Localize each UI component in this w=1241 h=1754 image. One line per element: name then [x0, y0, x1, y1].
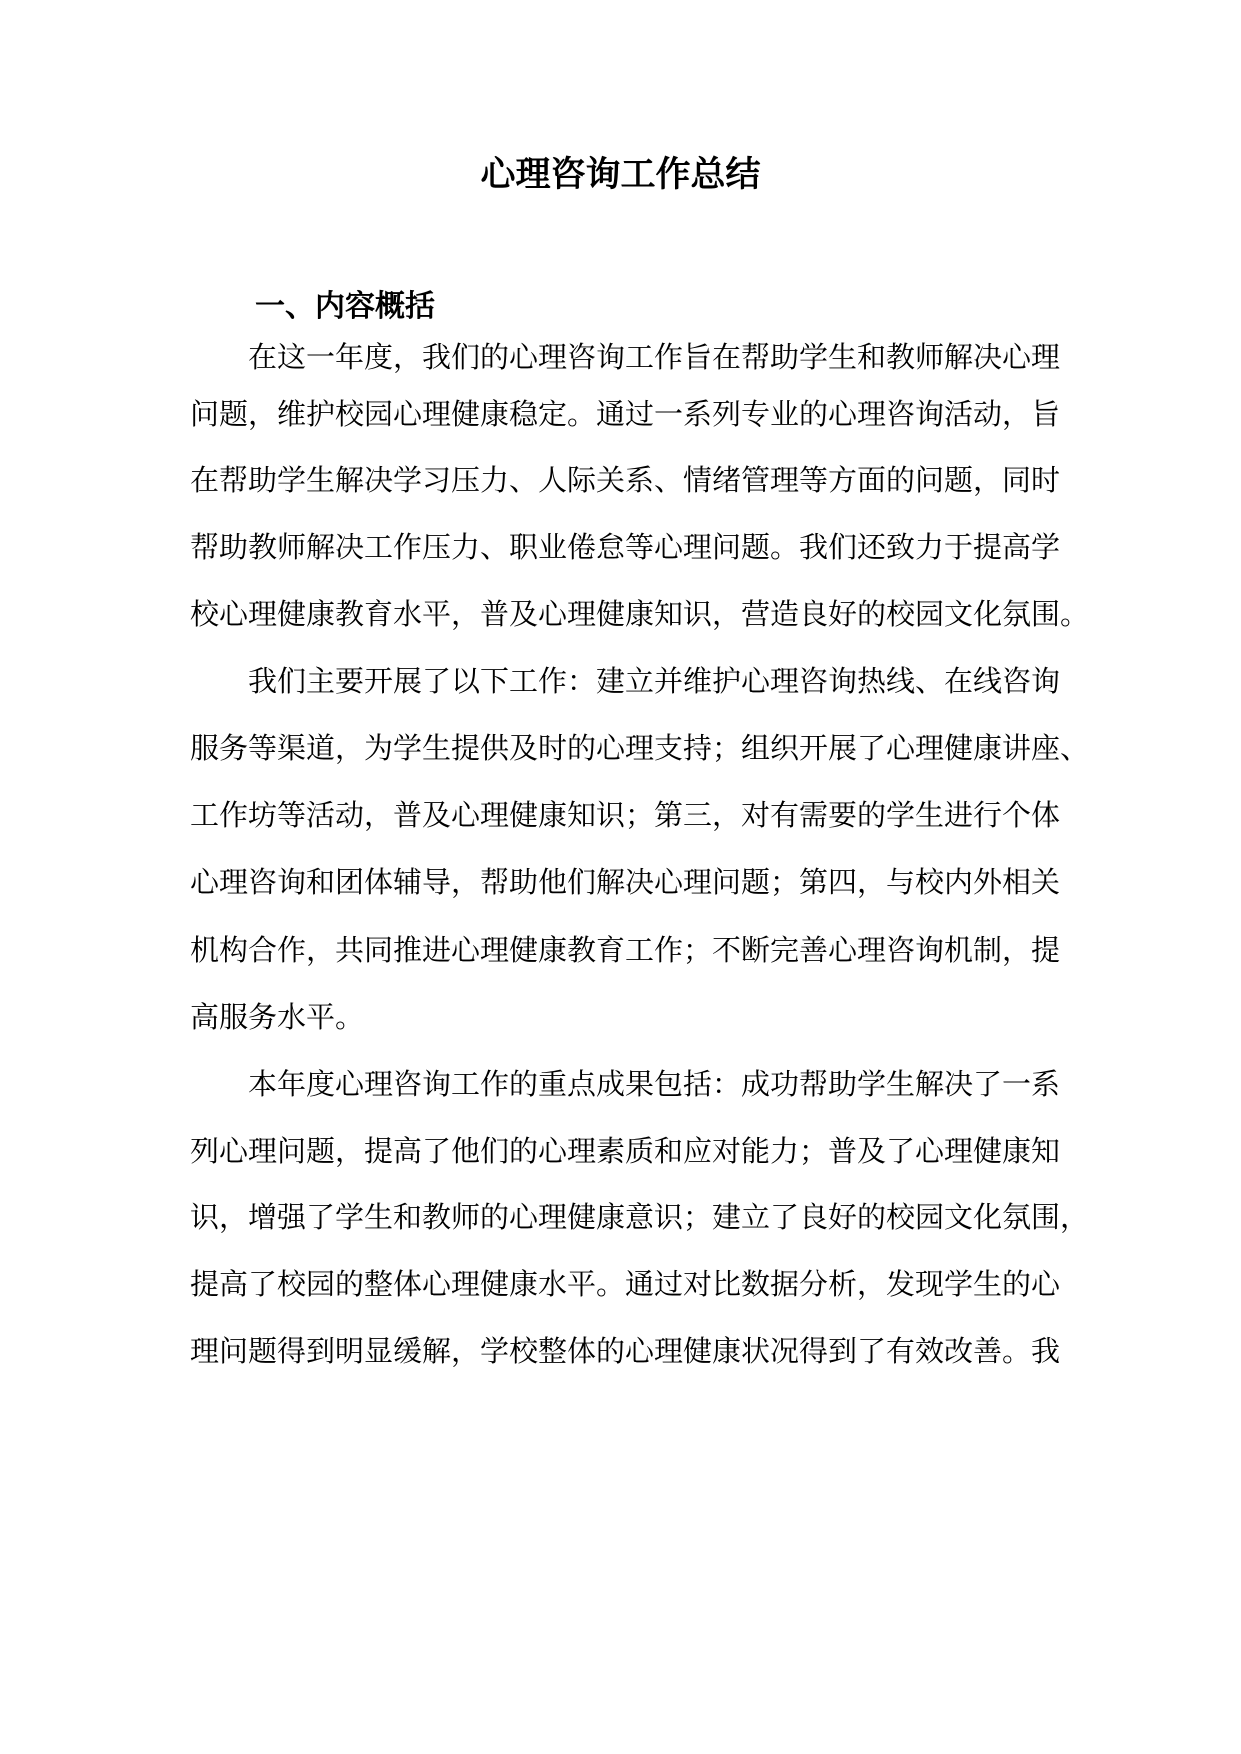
paragraph-3-line-5: 理问题得到明显缓解，学校整体的心理健康状况得到了有效改善。我 [190, 1334, 1061, 1368]
paragraph-3-line-2: 列心理问题，提高了他们的心理素质和应对能力；普及了心理健康知 [190, 1134, 1061, 1168]
page-title: 心理咨询工作总结 [480, 155, 761, 195]
paragraph-1-line-4: 帮助教师解决工作压力、职业倦怠等心理问题。我们还致力于提高学 [190, 530, 1061, 564]
paragraph-1-line-2: 问题，维护校园心理健康稳定。通过一系列专业的心理咨询活动，旨 [190, 397, 1061, 431]
paragraph-2-line-1: 我们主要开展了以下工作：建立并维护心理咨询热线、在线咨询 [248, 664, 1061, 698]
paragraph-2-line-2: 服务等渠道，为学生提供及时的心理支持；组织开展了心理健康讲座、 [190, 731, 1090, 765]
section-heading: 一、内容概括 [255, 289, 435, 324]
paragraph-2-line-3: 工作坊等活动，普及心理健康知识；第三，对有需要的学生进行个体 [190, 798, 1061, 832]
paragraph-2-line-5: 机构合作，共同推进心理健康教育工作；不断完善心理咨询机制，提 [190, 933, 1061, 967]
paragraph-3-line-4: 提高了校园的整体心理健康水平。通过对比数据分析，发现学生的心 [190, 1267, 1061, 1301]
paragraph-2-line-6: 高服务水平。 [190, 1000, 365, 1034]
paragraph-3-line-1: 本年度心理咨询工作的重点成果包括：成功帮助学生解决了一系 [248, 1067, 1061, 1101]
paragraph-2-line-4: 心理咨询和团体辅导，帮助他们解决心理问题；第四，与校内外相关 [190, 865, 1061, 899]
paragraph-3-line-3: 识，增强了学生和教师的心理健康意识；建立了良好的校园文化氛围， [190, 1200, 1090, 1234]
paragraph-1-line-3: 在帮助学生解决学习压力、人际关系、情绪管理等方面的问题，同时 [190, 463, 1061, 497]
paragraph-1-line-1: 在这一年度，我们的心理咨询工作旨在帮助学生和教师解决心理 [248, 340, 1061, 374]
paragraph-1-line-5: 校心理健康教育水平，普及心理健康知识，营造良好的校园文化氛围。 [190, 597, 1090, 631]
